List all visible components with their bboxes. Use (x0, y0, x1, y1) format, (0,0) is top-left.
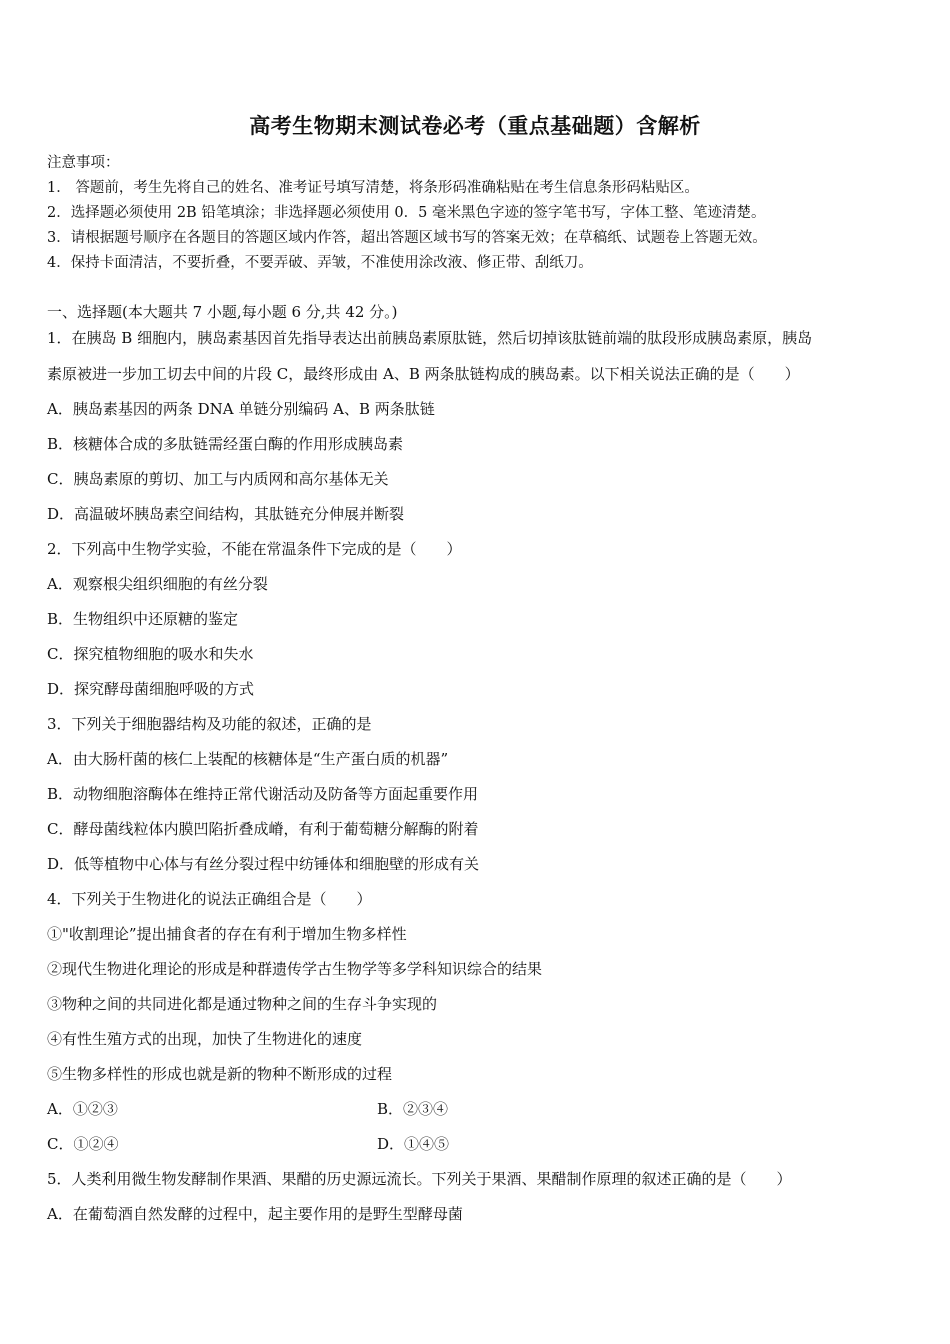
question-4-statement-4: ④有性生殖方式的出现，加快了生物进化的速度 (47, 1030, 363, 1048)
section-heading: 一、选择题(本大题共 7 小题,每小题 6 分,共 42 分。) (47, 303, 398, 321)
question-2-option-c: C．探究植物细胞的吸水和失水 (47, 645, 254, 663)
question-4-statement-5: ⑤生物多样性的形成也就是新的物种不断形成的过程 (47, 1065, 393, 1083)
question-1-option-a: A．胰岛素基因的两条 DNA 单链分别编码 A、B 两条肽链 (47, 400, 435, 418)
notice-item-2: 2．选择题必须使用 2B 铅笔填涂；非选择题必须使用 0．5 毫米黑色字迹的签字笔书写，字体工整、笔迹清楚。 (47, 205, 766, 221)
question-4-option-d: D．①④⑤ (377, 1135, 450, 1153)
question-5-option-a: A．在葡萄酒自然发酵的过程中，起主要作用的是野生型酵母菌 (47, 1205, 463, 1223)
question-2-option-a: A．观察根尖组织细胞的有丝分裂 (47, 575, 268, 593)
question-3-option-b: B．动物细胞溶酶体在维持正常代谢活动及防备等方面起重要作用 (47, 785, 479, 803)
question-4-option-a: A．①②③ (47, 1100, 118, 1118)
question-5-stem: 5．人类利用微生物发酵制作果酒、果醋的历史源远流长。下列关于果酒、果醋制作原理的叙述正确的是（ ） (47, 1170, 792, 1188)
notice-item-4: 4．保持卡面清洁，不要折叠，不要弄破、弄皱，不准使用涂改液、修正带、刮纸刀。 (47, 255, 593, 271)
question-2-stem: 2．下列高中生物学实验，不能在常温条件下完成的是（ ） (47, 540, 462, 558)
question-3-option-c: C．酵母菌线粒体内膜凹陷折叠成嵴，有利于葡萄糖分解酶的附着 (47, 820, 479, 838)
page-title: 高考生物期末测试卷必考（重点基础题）含解析 (249, 114, 701, 138)
question-4-option-b: B．②③④ (377, 1100, 449, 1118)
question-3-option-d: D．低等植物中心体与有丝分裂过程中纺锤体和细胞壁的形成有关 (47, 855, 480, 873)
question-1-option-d: D．高温破坏胰岛素空间结构，其肽链充分伸展并断裂 (47, 505, 405, 523)
question-4-stem: 4．下列关于生物进化的说法正确组合是（ ） (47, 890, 372, 908)
question-1-stem-line-2: 素原被进一步加工切去中间的片段 C，最终形成由 A、B 两条肽链构成的胰岛素。以下相关说法正确的是（ ） (47, 365, 800, 383)
question-4-statement-3: ③物种之间的共同进化都是通过物种之间的生存斗争实现的 (47, 995, 438, 1013)
question-1-stem-line-1: 1．在胰岛 B 细胞内，胰岛素基因首先指导表达出前胰岛素原肽链，然后切掉该肽链前端的肽段形成胰岛素原，胰岛 (47, 329, 813, 347)
question-1-option-b: B．核糖体合成的多肽链需经蛋白酶的作用形成胰岛素 (47, 435, 404, 453)
question-4-statement-1: ①"收割理论”提出捕食者的存在有利于增加生物多样性 (47, 925, 407, 943)
question-1-option-c: C．胰岛素原的剪切、加工与内质网和高尔基体无关 (47, 470, 389, 488)
question-3-stem: 3．下列关于细胞器结构及功能的叙述，正确的是 (47, 715, 372, 733)
question-4-option-c: C．①②④ (47, 1135, 119, 1153)
notice-item-3: 3．请根据题号顺序在各题目的答题区域内作答，超出答题区域书写的答案无效；在草稿纸、试题卷上答题无效。 (47, 230, 767, 246)
question-2-option-b: B．生物组织中还原糖的鉴定 (47, 610, 239, 628)
question-4-statement-2: ②现代生物进化理论的形成是种群遗传学古生物学等多学科知识综合的结果 (47, 960, 543, 978)
notice-item-1: 1． 答题前，考生先将自己的姓名、准考证号填写清楚，将条形码准确粘贴在考生信息条形码粘贴区。 (47, 180, 699, 196)
notice-heading: 注意事项： (47, 155, 120, 171)
question-2-option-d: D．探究酵母菌细胞呼吸的方式 (47, 680, 255, 698)
question-3-option-a: A．由大肠杆菌的核仁上装配的核糖体是“生产蛋白质的机器” (47, 750, 449, 768)
